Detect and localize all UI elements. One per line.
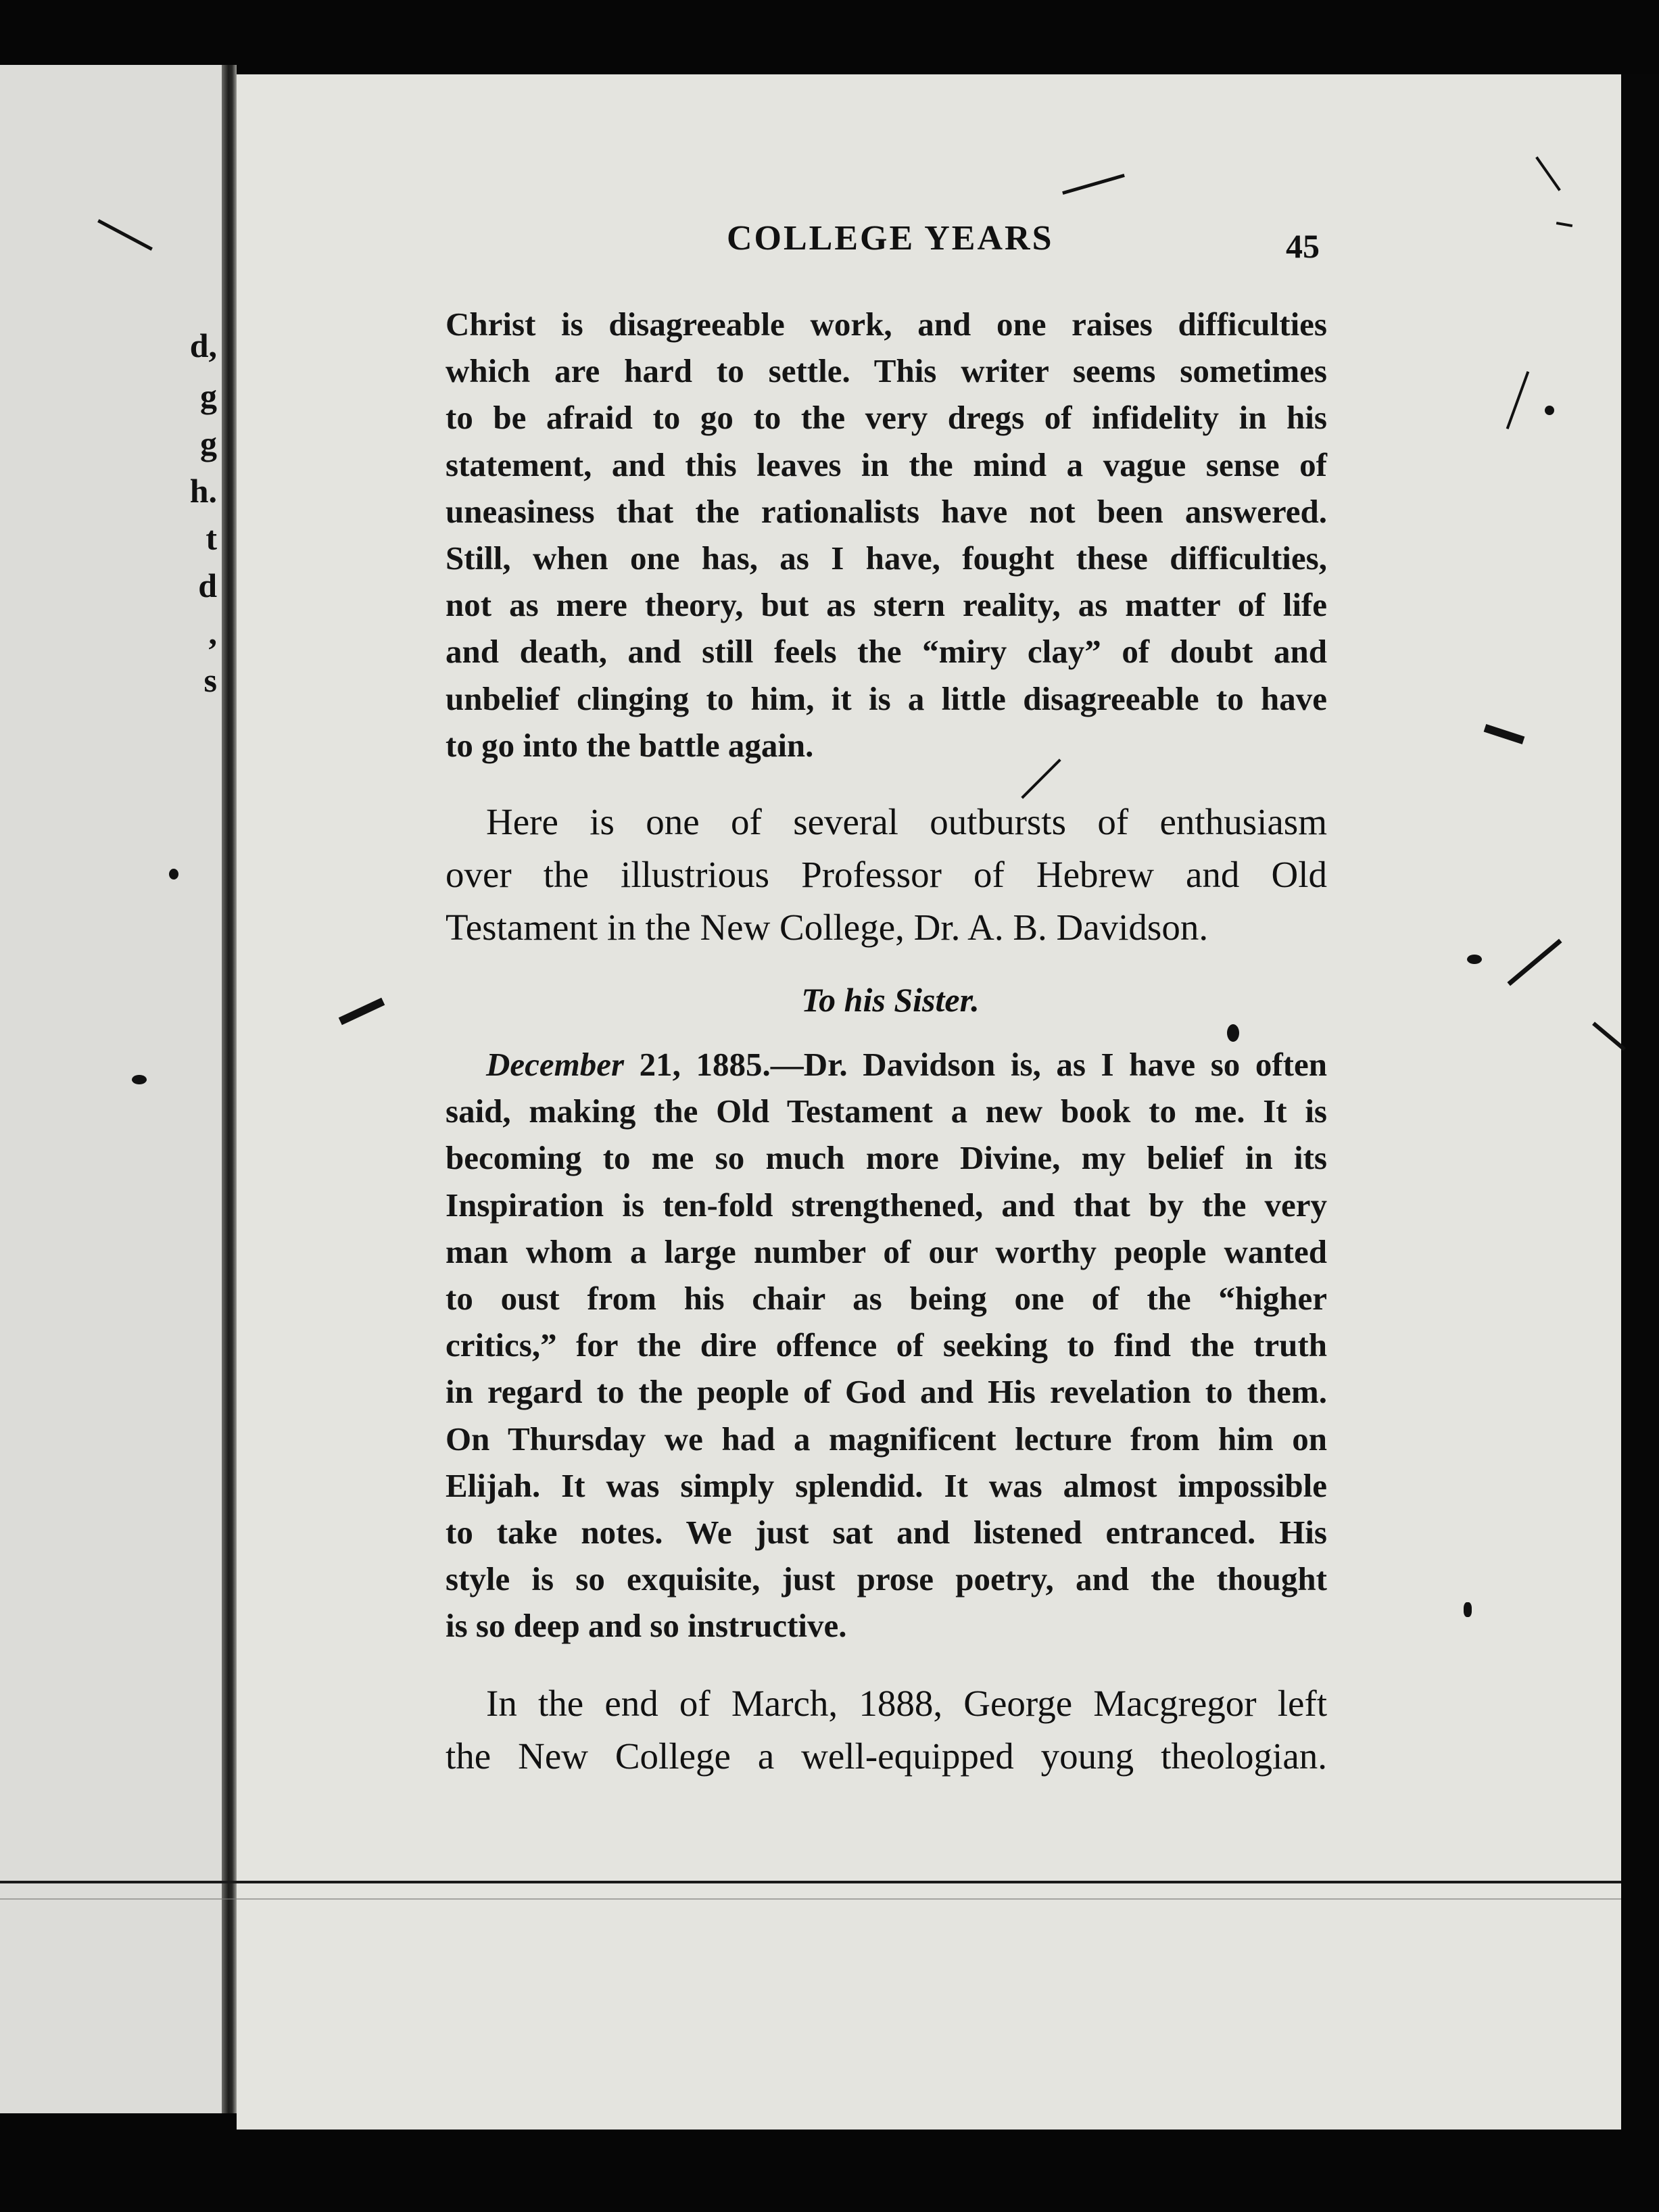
letter-date: December — [486, 1046, 625, 1083]
paragraph — [446, 796, 1327, 954]
text-line: Christ is disagreeable work, and one raises difficulties — [446, 306, 1327, 343]
text-line: In the end of March, 1888, George Macgregor left — [486, 1683, 1327, 1724]
text-line: Elijah. It was simply splendid. It was almost impossible — [446, 1466, 1327, 1504]
prev-page-line-ending: d — [198, 567, 217, 604]
text-line: Still, when one has, as I have, fought these difficulties, — [446, 539, 1327, 577]
text-line: Here is one of several outbursts of enthusiasm — [486, 801, 1327, 842]
page-number: 45 — [1286, 227, 1320, 265]
prev-page-line-ending: s — [203, 661, 217, 699]
text-line: Inspiration is ten-fold strengthened, and that by the very — [446, 1186, 1327, 1224]
text-line: to be afraid to go to the very dregs of infidelity in his — [446, 399, 1327, 437]
text-line: Testament in the New College, Dr. A. B. Davidson. — [446, 907, 1209, 948]
text-line: in regard to the people of God and His revelation to them. — [446, 1373, 1327, 1411]
scan-speck — [169, 869, 178, 880]
letter-body — [446, 1041, 1327, 1650]
text-line: over the illustrious Professor of Hebrew and Old — [446, 854, 1327, 895]
text-line: and death, and still feels the “miry clay” of doubt and — [446, 633, 1327, 671]
text-line: not as mere theory, but as stern reality, as matter of life — [446, 586, 1327, 624]
scan-artifact-line — [0, 1881, 1621, 1883]
text-line: to oust from his chair as being one of the “higher — [446, 1280, 1327, 1318]
text-line: becoming to me so much more Divine, my belief in its — [446, 1139, 1327, 1177]
scan-speck — [1467, 955, 1482, 964]
prev-page-line-ending: h. — [189, 472, 217, 510]
scan-speck — [1227, 1024, 1239, 1042]
previous-page-strip — [0, 65, 233, 2113]
prev-page-line-ending: d, — [189, 327, 217, 364]
scan-border-bottom — [0, 2130, 1659, 2212]
letter-heading — [0, 980, 1659, 1019]
paragraph — [446, 1677, 1327, 1783]
text-line: is so deep and so instructive. — [446, 1607, 847, 1645]
text-line: to take notes. We just sat and listened entranced. His — [446, 1514, 1327, 1552]
letter-heading-text: To his Sister. — [801, 981, 980, 1019]
text-line: unbelief clinging to him, it is a little disagreeable to have — [446, 679, 1327, 717]
text-line: to go into the battle again. — [446, 726, 814, 764]
running-head — [0, 218, 1659, 272]
scan-border-right — [1621, 74, 1659, 2136]
text-line: On Thursday we had a magnificent lecture from him on — [446, 1420, 1327, 1458]
scan-speck — [132, 1075, 147, 1084]
text-line: said, making the Old Testament a new book to me. It is — [446, 1092, 1327, 1130]
scan-artifact-line — [0, 1898, 1621, 1900]
text-line: man whom a large number of our worthy people wanted — [446, 1232, 1327, 1270]
paragraph — [446, 301, 1327, 769]
prev-page-line-ending: , — [208, 614, 217, 652]
running-head-title: COLLEGE YEARS — [727, 219, 1054, 258]
prev-page-line-ending: g — [200, 377, 217, 415]
text-line: uneasiness that the rationalists have not been answered. — [446, 492, 1327, 530]
text-line — [446, 1041, 1327, 1088]
scan-speck — [1464, 1602, 1472, 1617]
text-line: style is so exquisite, just prose poetry, and the thought — [446, 1560, 1327, 1598]
text-line: critics,” for the dire offence of seeking to find the truth — [446, 1326, 1327, 1364]
text-line: which are hard to settle. This writer seems sometimes — [446, 352, 1327, 390]
text-line: statement, and this leaves in the mind a vague sense of — [446, 446, 1327, 483]
prev-page-line-ending: t — [206, 519, 217, 557]
text-line: the New College a well-equipped young theologian. — [446, 1735, 1327, 1777]
scan-speck — [1545, 406, 1554, 415]
prev-page-line-ending: g — [200, 425, 217, 462]
book-gutter — [222, 65, 237, 2113]
text-fragment: 21, 1885.—Dr. Davidson is, as I have so often — [639, 1046, 1327, 1083]
